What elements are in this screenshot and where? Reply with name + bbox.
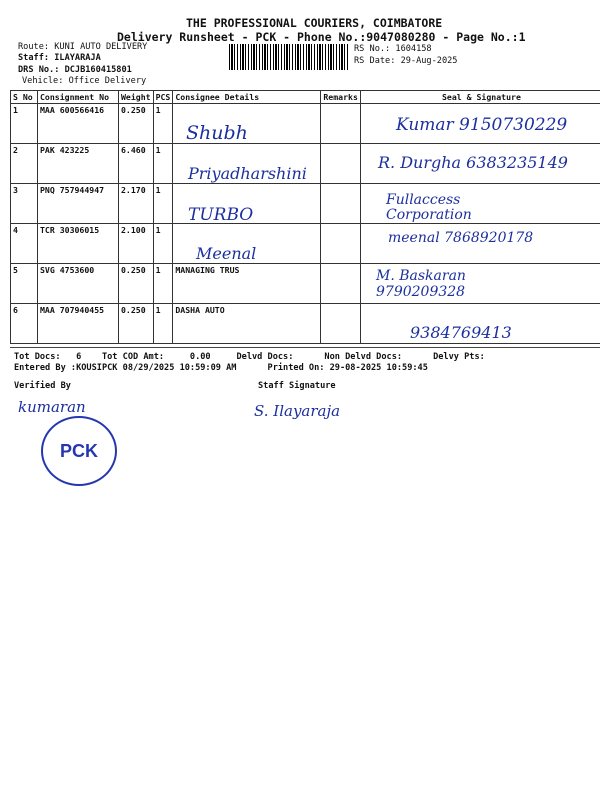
drs-label: DRS No.: DCJB160415801 bbox=[18, 65, 132, 75]
handwritten-consignee: TURBO bbox=[188, 205, 254, 225]
cell-consignee: MANAGING TRUS bbox=[173, 264, 321, 304]
handwritten-signature: Kumar 9150730229 bbox=[396, 115, 568, 135]
totals-line: Tot Docs: 6 Tot COD Amt: 0.00 Delvd Docs: Non Delvd Docs: Delvy Pts: bbox=[14, 352, 485, 362]
cell-consignment: PAK 423225 bbox=[38, 144, 119, 184]
pck-stamp: PCK bbox=[41, 416, 117, 486]
barcode bbox=[229, 44, 349, 70]
handwritten-consignee: Priyadharshini bbox=[188, 164, 307, 183]
cell-remarks bbox=[321, 144, 361, 184]
cell-weight: 6.460 bbox=[119, 144, 154, 184]
rs-number: RS No.: 1604158 bbox=[354, 44, 432, 54]
cell-remarks bbox=[321, 184, 361, 224]
cell-consignment: MAA 600566416 bbox=[38, 104, 119, 144]
verified-signature: kumaran bbox=[18, 398, 86, 416]
staff-signature-label: Staff Signature bbox=[258, 381, 336, 391]
cell-consignment: TCR 30306015 bbox=[38, 224, 119, 264]
entered-line: Entered By :KOUSIPCK 08/29/2025 10:59:09 AM Printed On: 29-08-2025 10:59:45 bbox=[14, 363, 428, 373]
handwritten-signature: R. Durgha 6383235149 bbox=[378, 153, 568, 172]
col-consignee: Consignee Details bbox=[173, 91, 321, 104]
runsheet-subtitle: Delivery Runsheet - PCK - Phone No.:9047080280 - Page No.:1 bbox=[117, 30, 526, 44]
table-header-row bbox=[11, 91, 600, 104]
handwritten-consignee: Meenal bbox=[196, 244, 257, 263]
route-label: Route: KUNI AUTO DELIVERY bbox=[18, 42, 148, 52]
cell-weight: 0.250 bbox=[119, 304, 154, 344]
cell-remarks bbox=[321, 224, 361, 264]
cell-sno: 4 bbox=[11, 224, 38, 264]
cell-pcs: 1 bbox=[153, 304, 173, 344]
cell-weight: 2.100 bbox=[119, 224, 154, 264]
staff-signature: S. Ilayaraja bbox=[254, 402, 341, 420]
col-pcs: PCS bbox=[153, 91, 173, 104]
vehicle-label: Vehicle: Office Delivery bbox=[22, 76, 147, 86]
footer-divider bbox=[10, 347, 600, 348]
cell-pcs: 1 bbox=[153, 184, 173, 224]
handwritten-consignee: Shubh bbox=[186, 122, 248, 144]
handwritten-signature: Fullaccess Corporation bbox=[386, 192, 472, 223]
col-remarks: Remarks bbox=[321, 91, 361, 104]
cell-consignment: PNQ 757944947 bbox=[38, 184, 119, 224]
cell-weight: 0.250 bbox=[119, 264, 154, 304]
cell-consignee: DASHA AUTO bbox=[173, 304, 321, 344]
cell-consignment: SVG 4753600 bbox=[38, 264, 119, 304]
cell-pcs: 1 bbox=[153, 224, 173, 264]
verified-by-label: Verified By bbox=[14, 381, 71, 391]
cell-remarks bbox=[321, 304, 361, 344]
handwritten-signature: 9384769413 bbox=[410, 323, 512, 342]
col-sno: S No bbox=[11, 91, 38, 104]
cell-remarks bbox=[321, 104, 361, 144]
cell-pcs: 1 bbox=[153, 264, 173, 304]
col-consignment: Consignment No bbox=[38, 91, 119, 104]
handwritten-signature: meenal 7868920178 bbox=[388, 230, 534, 246]
staff-label: Staff: ILAYARAJA bbox=[18, 53, 101, 63]
cell-remarks bbox=[321, 264, 361, 304]
cell-weight: 2.170 bbox=[119, 184, 154, 224]
cell-sno: 2 bbox=[11, 144, 38, 184]
cell-sno: 6 bbox=[11, 304, 38, 344]
rs-date: RS Date: 29-Aug-2025 bbox=[354, 56, 458, 66]
cell-consignment: MAA 707940455 bbox=[38, 304, 119, 344]
cell-sno: 5 bbox=[11, 264, 38, 304]
cell-sno: 1 bbox=[11, 104, 38, 144]
col-seal: Seal & Signature bbox=[360, 91, 600, 104]
handwritten-signature: M. Baskaran 9790209328 bbox=[376, 268, 466, 300]
cell-weight: 0.250 bbox=[119, 104, 154, 144]
col-weight: Weight bbox=[119, 91, 154, 104]
company-title: THE PROFESSIONAL COURIERS, COIMBATORE bbox=[186, 16, 443, 30]
cell-pcs: 1 bbox=[153, 144, 173, 184]
cell-sno: 3 bbox=[11, 184, 38, 224]
cell-pcs: 1 bbox=[153, 104, 173, 144]
